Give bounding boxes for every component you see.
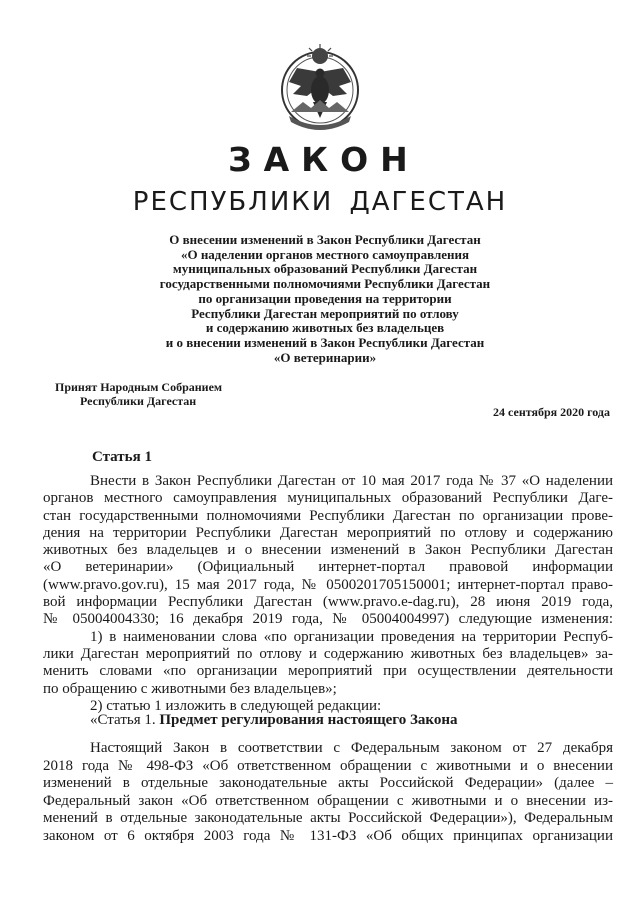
text-line: Федеральный закон «Об ответственном обращении с животными и о внесении из- — [43, 792, 613, 809]
heading-line: Республики Дагестан мероприятий по отлову — [191, 305, 459, 321]
adopted-by-line: Принят Народным Собранием — [55, 380, 223, 394]
adopted-by-line: Республики Дагестан — [80, 394, 197, 408]
quoted-article-prefix: «Статья 1. — [90, 712, 160, 728]
text-line: менить словами «по организации мероприятий при осуществлении деятельности — [43, 663, 613, 680]
article-1-text — [43, 473, 613, 715]
law-subtitle: РЕСПУБЛИКИ ДАГЕСТАН — [132, 187, 508, 217]
text-line: «О ветеринарии» (Официальный интернет-портал правовой информации — [43, 559, 613, 576]
quoted-article-title — [90, 712, 457, 729]
coat-of-arms-emblem — [279, 42, 361, 134]
text-line: Внести в Закон Республики Дагестан от 10 мая 2017 года № 37 «О наделении — [90, 473, 613, 489]
heading-line: и содержанию животных без владельцев — [205, 320, 445, 336]
article-1-title: Статья 1 — [92, 449, 152, 465]
quoted-article-text — [43, 740, 613, 846]
text-line: (www.pravo.gov.ru), 15 мая 2017 года, № 0500201705150001; интернет-портал право- — [43, 576, 613, 593]
text-line: дения на территории Республики Дагестан мероприятий по отлову и содержанию — [43, 524, 613, 541]
text-line: № 05004004330; 16 декабря 2019 года, № 05004004997) следующие изменения: — [43, 611, 613, 628]
heading-line: государственными полномочиями Республики Дагестан — [159, 276, 491, 292]
heading-line: муниципальных образований Республики Дагестан — [172, 261, 478, 277]
adoption-note — [55, 380, 222, 408]
text-line: органов местного самоуправления муниципальных образований Республики Даге- — [43, 490, 613, 507]
quoted-article-heading: Предмет регулирования настоящего Закона — [159, 712, 458, 728]
text-line: по обращению с животными без владельцев»; — [43, 680, 337, 697]
heading-line: О внесении изменений в Закон Республики Дагестан — [169, 232, 481, 247]
text-line: изменений в отдельные законодательные акты Российской Федерации» (далее – — [43, 775, 613, 792]
text-line: менений в отдельные законодательные акты Российской Федерации»), Федеральным — [43, 810, 613, 827]
adoption-date: 24 сентября 2020 года — [493, 405, 610, 419]
text-line: 2018 года № 498-ФЗ «Об ответственном обращении с животными и о внесении — [43, 757, 613, 774]
heading-line: «О ветеринарии» — [273, 349, 377, 365]
text-line: лики Дагестан мероприятий по отлову и содержанию животных без владельцев» за- — [43, 645, 613, 662]
text-line: 1) в наименовании слова «по организации проведения на территории Респуб- — [90, 628, 613, 645]
text-line: стан государственными полномочиями Республики Дагестан по организации прове- — [43, 507, 613, 524]
text-line: Настоящий Закон в соответствии с Федеральным законом от 27 декабря — [90, 740, 613, 756]
heading-line: по организации проведения на территории — [198, 290, 452, 306]
text-line: 2) статью 1 изложить в следующей редакции: — [90, 697, 382, 714]
law-title: ЗАКОН — [228, 140, 420, 179]
heading-line: «О наделении органов местного самоуправления — [180, 246, 470, 262]
heading-line: и о внесении изменений в Закон Республики Дагестан — [165, 334, 485, 350]
text-line: законом от 6 октября 2003 года № 131-ФЗ «Об общих принципах организации — [43, 827, 613, 844]
law-heading — [100, 233, 550, 365]
text-line: вой информации Республики Дагестан (www.pravo.e-dag.ru), 28 июня 2019 года, — [43, 594, 613, 611]
text-line: животных без владельцев и о внесении изменений в Закон Республики Дагестан — [43, 542, 613, 559]
